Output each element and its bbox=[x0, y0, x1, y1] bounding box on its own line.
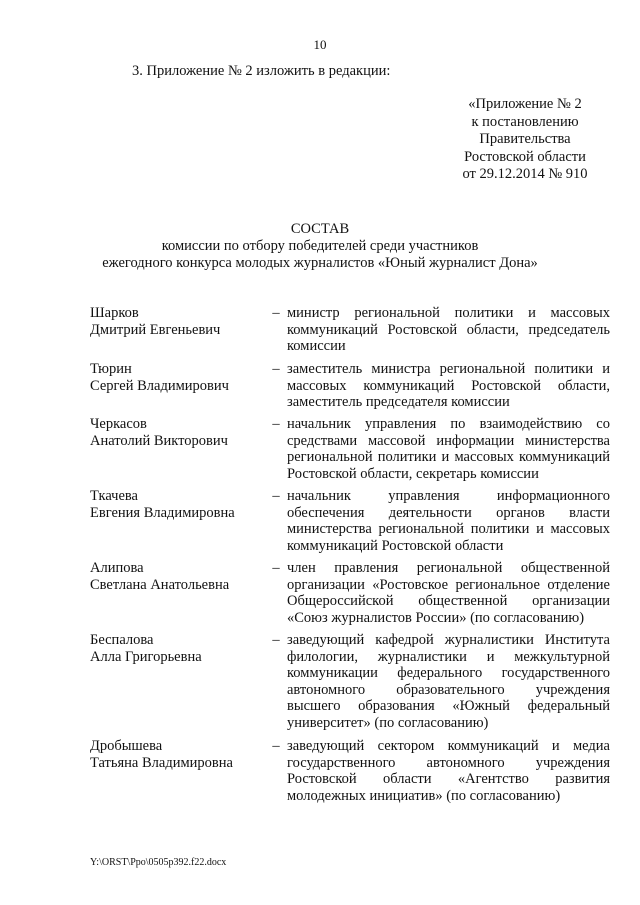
member-given-name: Алла Григорьевна bbox=[90, 648, 202, 665]
intro-paragraph: 3. Приложение № 2 изложить в редакции: bbox=[132, 63, 391, 79]
title-subline: ежегодного конкурса молодых журналистов «Юный журналист Дона» bbox=[102, 255, 538, 271]
member-dash: – bbox=[272, 560, 280, 576]
member-role: заместитель министра региональной политики и массовых коммуникаций Ростовской области, заместитель председателя комиссии bbox=[287, 361, 610, 411]
member-surname: Тюрин bbox=[90, 361, 132, 377]
member-role: заведующий сектором коммуникаций и медиа государственного автономного учреждения Ростовской области «Агентство развития молодежных инициатив» (по согласованию) bbox=[287, 738, 610, 804]
appendix-header bbox=[440, 96, 610, 184]
member-given-name: Анатолий Викторович bbox=[90, 432, 228, 449]
member-role: начальник управления информационного обеспечения деятельности органов власти министерства региональной политики и массовых коммуникаций Ростовской области bbox=[287, 488, 610, 554]
member-given-name: Светлана Анатольевна bbox=[90, 576, 230, 593]
member-name bbox=[90, 560, 260, 593]
member-surname: Беспалова bbox=[90, 632, 154, 648]
member-dash: – bbox=[272, 305, 280, 321]
title-subline: комиссии по отбору победителей среди участников bbox=[161, 238, 479, 254]
member-given-name: Татьяна Владимировна bbox=[90, 754, 233, 771]
member-given-name: Дмитрий Евгеньевич bbox=[90, 321, 221, 338]
member-dash: – bbox=[272, 738, 280, 754]
member-dash: – bbox=[272, 488, 280, 504]
member-name bbox=[90, 488, 260, 521]
member-name bbox=[90, 305, 260, 338]
member-dash: – bbox=[272, 632, 280, 648]
appendix-header-line: Правительства bbox=[479, 131, 571, 147]
member-surname: Ткачева bbox=[90, 488, 138, 504]
member-role: член правления региональной общественной организации «Ростовское региональное отделение Общероссийской общественной организации «Союз журналистов России» (по согласованию) bbox=[287, 560, 610, 626]
member-name bbox=[90, 416, 260, 449]
member-surname: Черкасов bbox=[90, 416, 147, 432]
title-heading: СОСТАВ bbox=[290, 221, 350, 237]
member-surname: Дробышева bbox=[90, 738, 163, 754]
member-role: начальник управления по взаимодействию со средствами массовой информации министерства региональной политики и массовых коммуникаций Ростовской области, секретарь комиссии bbox=[287, 416, 610, 482]
member-surname: Шарков bbox=[90, 305, 139, 321]
document-title bbox=[0, 220, 640, 272]
member-given-name: Сергей Владимирович bbox=[90, 377, 229, 394]
page-number: 10 bbox=[313, 37, 327, 52]
member-role: заведующий кафедрой журналистики Института филологии, журналистики и межкультурной коммуникации федерального государственного автономного образовательного учреждения высшего образования «Южный федеральный университет» (по согласованию) bbox=[287, 632, 610, 731]
appendix-header-line: «Приложение № 2 bbox=[468, 96, 582, 112]
member-name bbox=[90, 738, 260, 771]
appendix-header-line: к постановлению bbox=[471, 113, 579, 130]
member-name bbox=[90, 632, 260, 665]
appendix-header-line: Ростовской области bbox=[464, 148, 586, 165]
member-given-name: Евгения Владимировна bbox=[90, 504, 235, 521]
member-name bbox=[90, 361, 260, 394]
file-path-footer: Y:\ORST\Ppo\0505p392.f22.docx bbox=[90, 857, 227, 868]
member-surname: Алипова bbox=[90, 560, 144, 576]
appendix-header-line: от 29.12.2014 № 910 bbox=[462, 166, 588, 182]
member-dash: – bbox=[272, 361, 280, 377]
member-dash: – bbox=[272, 416, 280, 432]
member-role: министр региональной политики и массовых коммуникаций Ростовской области, председатель комиссии bbox=[287, 305, 610, 355]
